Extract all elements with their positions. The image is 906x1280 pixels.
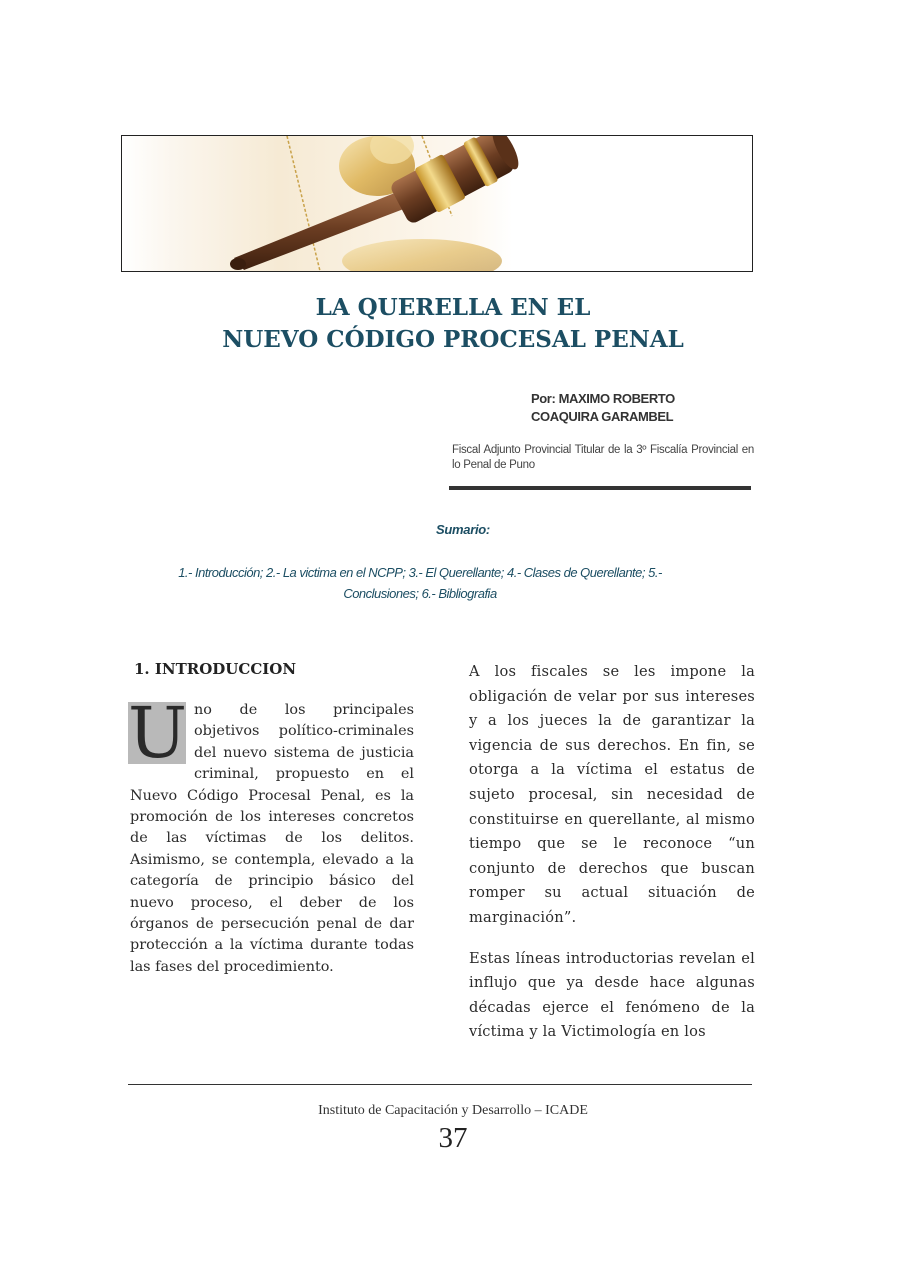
paragraph-fiscales: A los fiscales se les impone la obligación de velar por sus intereses y a los jueces la de garantizar la vigencia de sus derechos. En fin, se otorga a la víctima el estatus de sujeto procesal, sin necesidad de constituirse en querellante, al mismo tiempo que se le reconoce “un conjunto de derechos que buscan romper su actual situación de marginación”. xyxy=(469,663,755,926)
article-title xyxy=(0,292,906,356)
summary-text: 1.- Introducción; 2.- La victima en el NCPP; 3.- El Querellante; 4.- Clases de Querellante; 5.- Conclusiones; 6.- Bibliografia xyxy=(178,565,662,601)
author-line-2: COAQUIRA GARAMBEL xyxy=(531,409,674,424)
author-block xyxy=(531,390,675,426)
title-line-1: LA QUERELLA EN EL xyxy=(315,294,591,321)
affiliation-divider xyxy=(449,486,751,490)
footer-institution: Instituto de Capacitación y Desarrollo – ICADE xyxy=(318,1103,588,1118)
author-affiliation: Fiscal Adjunto Provincial Titular de la 3º Fiscalía Provincial en lo Penal de Puno xyxy=(452,444,754,471)
page-number: 37 xyxy=(438,1122,468,1154)
right-column xyxy=(469,660,755,1061)
header-banner xyxy=(121,135,753,272)
gavel-scales-image xyxy=(122,136,752,271)
summary-label: Sumario: xyxy=(436,522,490,537)
intro-paragraph-text: no de los principales objetivos político-criminales del nuevo sistema de justicia criminal, propuesto en el Nuevo Código Procesal Penal, es la promoción de los intereses concretos de las víctimas de los delitos. Asimismo, se contempla, elevado a la categoría de principio básico del nuevo proceso, el deber de los órganos de persecución penal de dar protección a la víctima durante todas las fases del procedimiento. xyxy=(130,702,414,975)
drop-cap: U xyxy=(128,692,187,774)
paragraph-lineas-introductorias: Estas líneas introductorias revelan el influjo que ya desde hace algunas décadas ejerce el fenómeno de la víctima y la Victimología en los xyxy=(469,949,755,1041)
author-line-1: Por: MAXIMO ROBERTO xyxy=(531,391,675,406)
intro-paragraph xyxy=(128,692,414,978)
section-heading-introduccion: 1. INTRODUCCION xyxy=(134,660,297,678)
left-column xyxy=(130,660,414,978)
title-line-2: NUEVO CÓDIGO PROCESAL PENAL xyxy=(222,326,684,353)
footer-divider xyxy=(128,1084,752,1085)
